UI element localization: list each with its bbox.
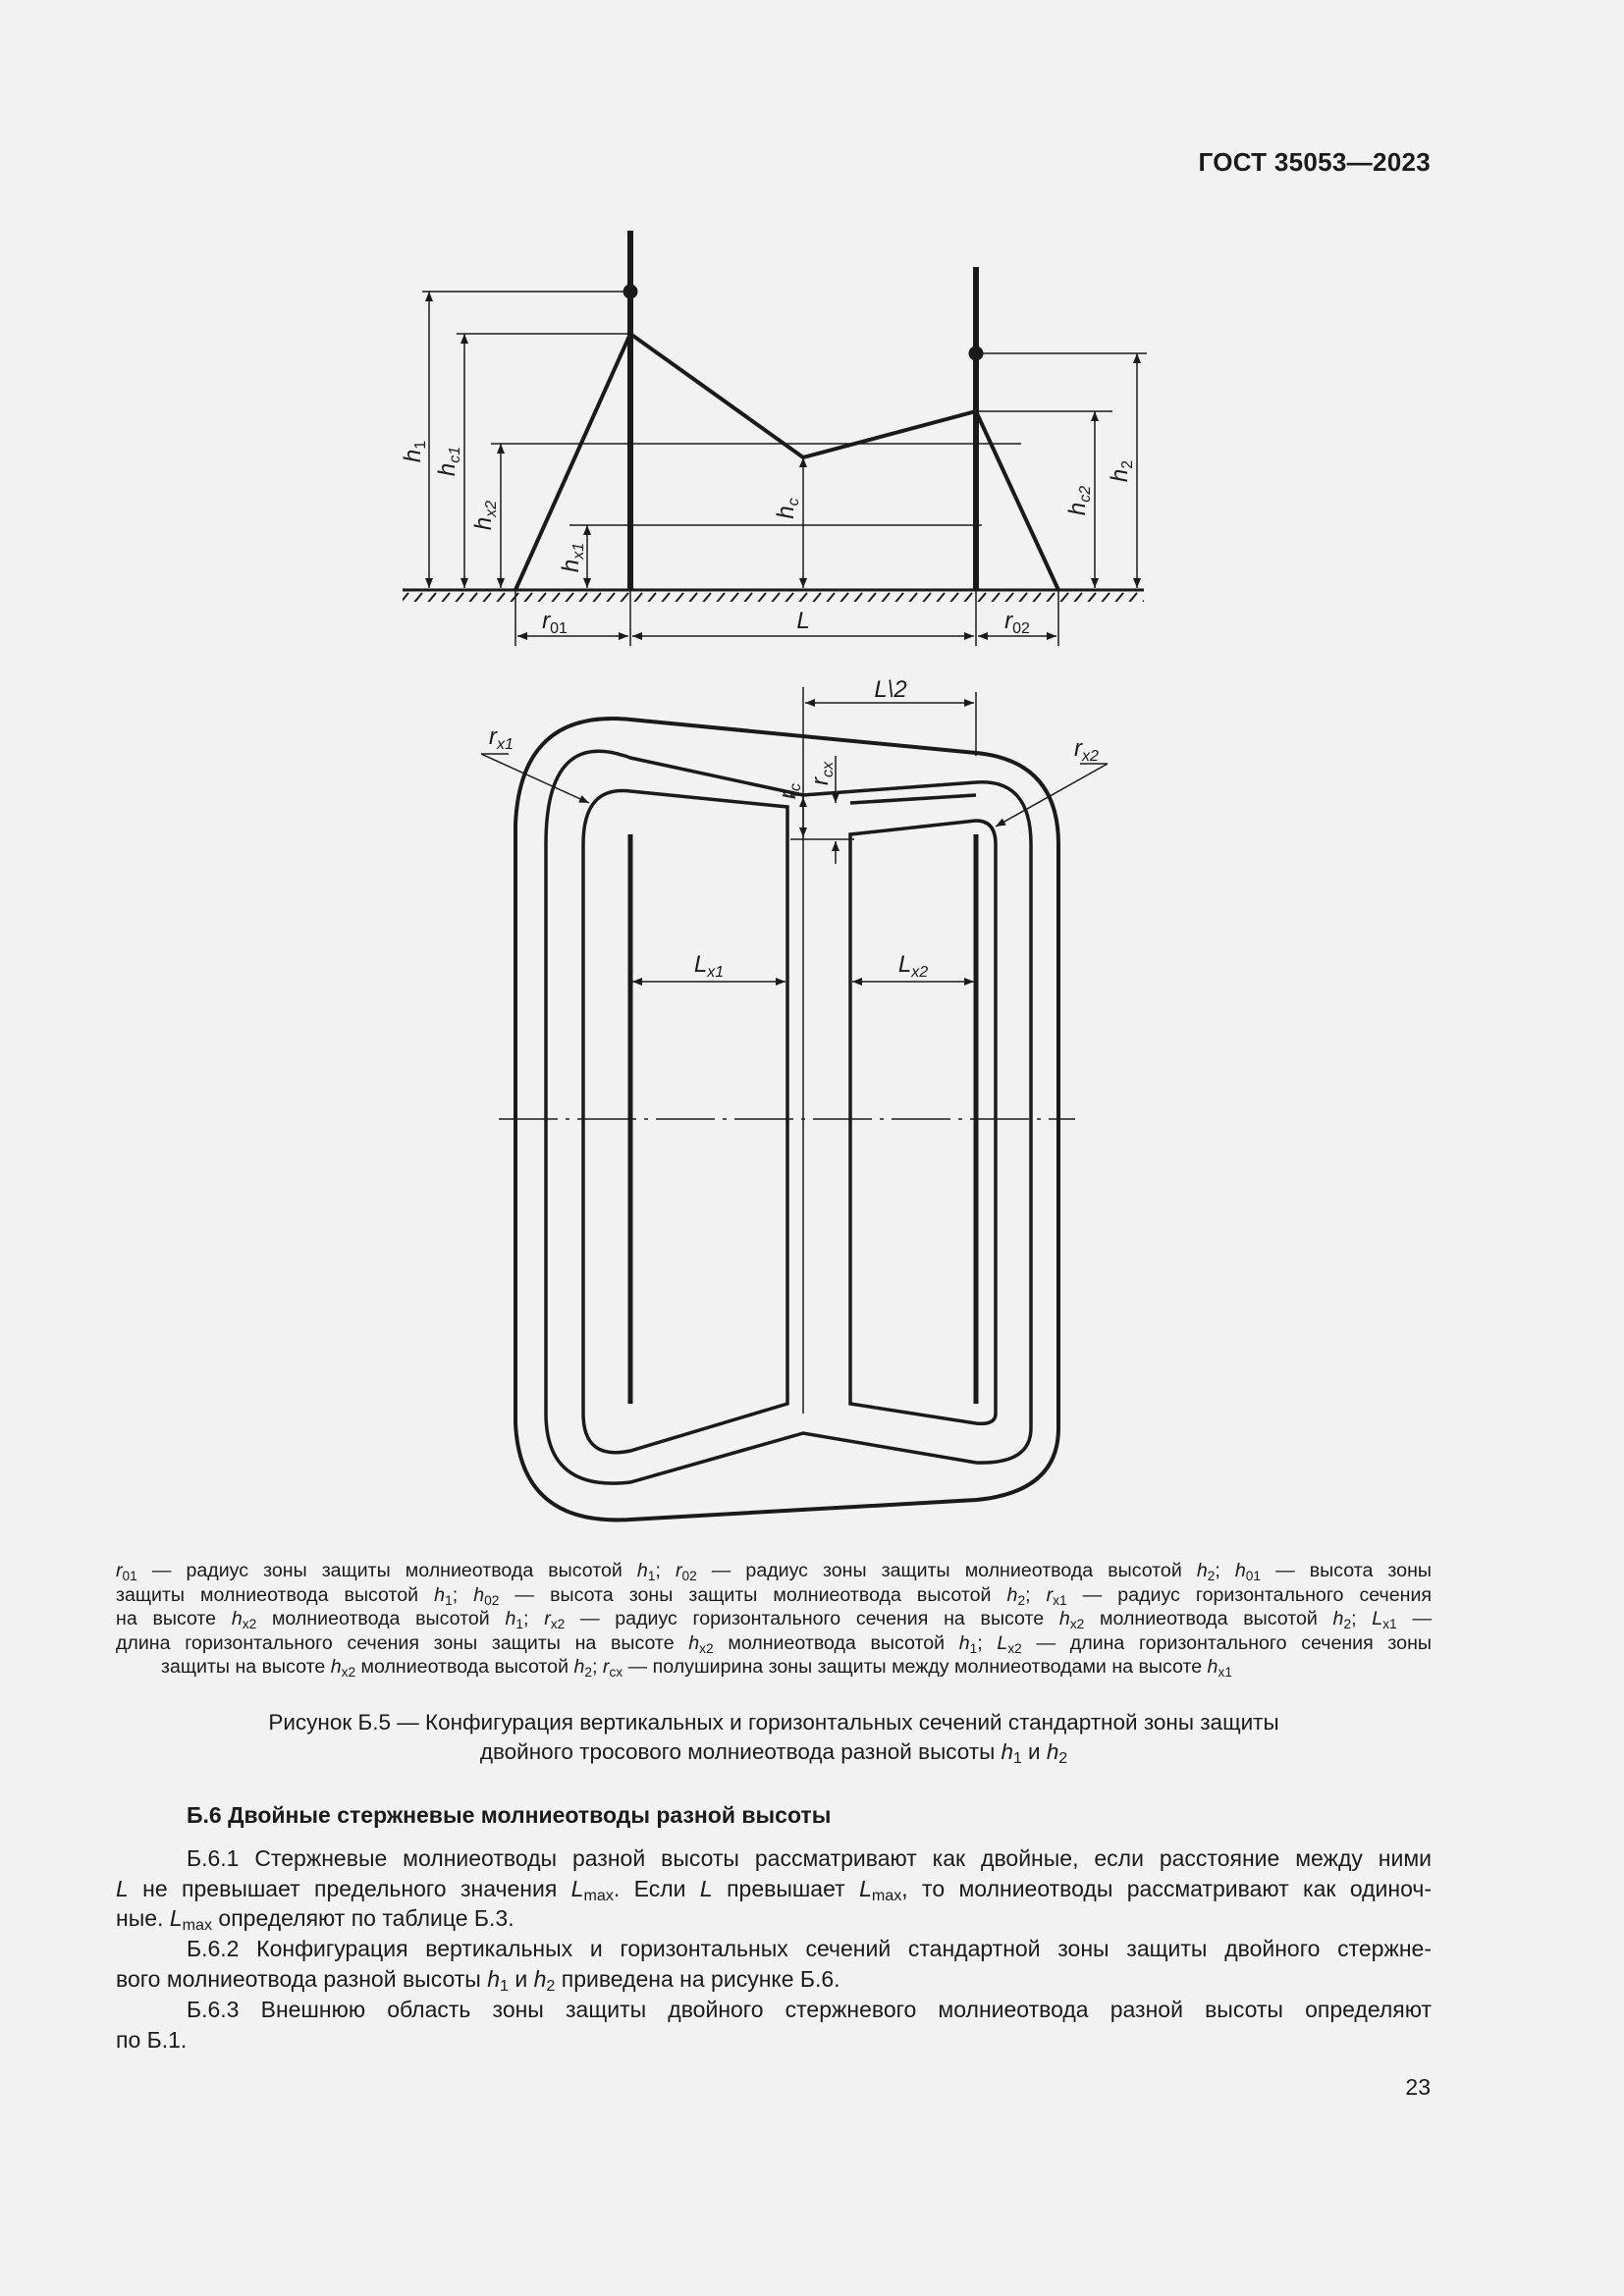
label-r02: $r_{02}$: [1004, 608, 1030, 637]
label-half-L: L\2: [874, 676, 907, 703]
leader-rx1: [481, 754, 589, 803]
label-hc: $h_c$: [773, 498, 802, 519]
paragraph-b6-2: Б.6.2 Конфигурация вертикальных и горизонтальных сечений стандартной зоны защиты двойного стержне- вого молниеотвода разной высоты $h_1$ и $h_2$ приведена на рисунке Б.6.: [116, 1936, 1432, 1995]
document-header: ГОСТ 35053—2023: [1198, 147, 1431, 177]
label-rc: $r_c$: [775, 783, 804, 799]
zone-inner-boundary: [583, 790, 787, 1452]
label-rcx: $r_{cx}$: [807, 762, 837, 785]
page-number: 23: [1405, 2074, 1431, 2100]
label-hx1: $h_{x1}$: [558, 542, 587, 573]
legend-line-1: $r_{01}$ — радиус зоны защиты молниеотвода высотой $h_1$; $r_{02}$ — радиус зоны защиты молниеотвода высотой $h_2$; $h_{01}$ — высота зоны: [116, 1560, 1432, 1583]
label-hc2: $h_{c2}$: [1064, 485, 1094, 516]
section-heading: Б.6 Двойные стержневые молниеотводы разной высоты: [187, 1802, 832, 1828]
caption-line-2: двойного тросового молниеотвода разной высоты $h_1$ и $h_2$: [479, 1739, 1068, 1767]
legend-line-3: на высоте $h_{x2}$ молниеотвода высотой $h_1$; $r_{x2}$ — радиус горизонтального сечения на высоте $h_{x2}$ молниеотвода высотой $h_2$; $L_{x1}$ —: [116, 1608, 1433, 1631]
label-Lx1: $L_{x1}$: [693, 951, 725, 981]
label-rx1: $r_{x1}$: [489, 723, 514, 753]
label-hc1: $h_{c1}$: [434, 446, 463, 477]
label-rx2: $r_{x2}$: [1074, 735, 1099, 765]
horizontal-section-diagram: [481, 687, 1108, 1520]
label-h1: $h_1$: [400, 440, 429, 463]
caption-line-1: Рисунок Б.5 — Конфигурация вертикальных и горизонтальных сечений стандартной зоны защиты: [268, 1710, 1279, 1735]
vertical-section-diagram: [403, 231, 1147, 646]
vertical-section-labels: [400, 441, 1136, 637]
legend-line-5: защиты на высоте $h_{x2}$ молниеотвода высотой $h_2$; $r_{cx}$ — полуширина зоны защиты между молниеотводами на высоте $h_{x1}$: [161, 1656, 1232, 1680]
label-hx2: $h_{x2}$: [470, 500, 500, 531]
paragraph-b6-1: Б.6.1 Стержневые молниеотводы разной высоты рассматривают как двойные, если расстояние между ними L не превышает предельного значения $L_{max}$. Если L превышает $L_{max}$, то молниеотводы рассматривают как одиноч- ные. $L_{max}$ определяют по таблице Б.3.: [116, 1845, 1433, 1934]
label-r01: $r_{01}$: [542, 608, 568, 637]
figure-caption: [116, 1708, 1432, 1767]
figure-legend: [116, 1559, 1432, 1680]
label-L: L: [796, 608, 810, 634]
legend-line-4: длина горизонтального сечения зоны защиты на высоте $h_{x2}$ молниеотвода высотой $h_1$; $L_{x2}$ — длина горизонтального сечения зоны: [116, 1631, 1432, 1656]
ground-hatch: [403, 591, 1144, 602]
label-Lx2: $L_{x2}$: [897, 951, 929, 981]
leader-rx2: [996, 764, 1108, 827]
legend-line-2: защиты молниеотвода высотой $h_1$; $h_{02}$ — высота зоны защиты молниеотвода высотой $h_2$; $r_{x1}$ — радиус горизонтального сечения: [116, 1583, 1433, 1608]
label-h2: $h_2$: [1107, 459, 1136, 483]
paragraph-b6-3: Б.6.3 Внешнюю область зоны защиты двойного стержневого молниеотвода разной высоты определяют по Б.1.: [116, 1997, 1432, 2053]
